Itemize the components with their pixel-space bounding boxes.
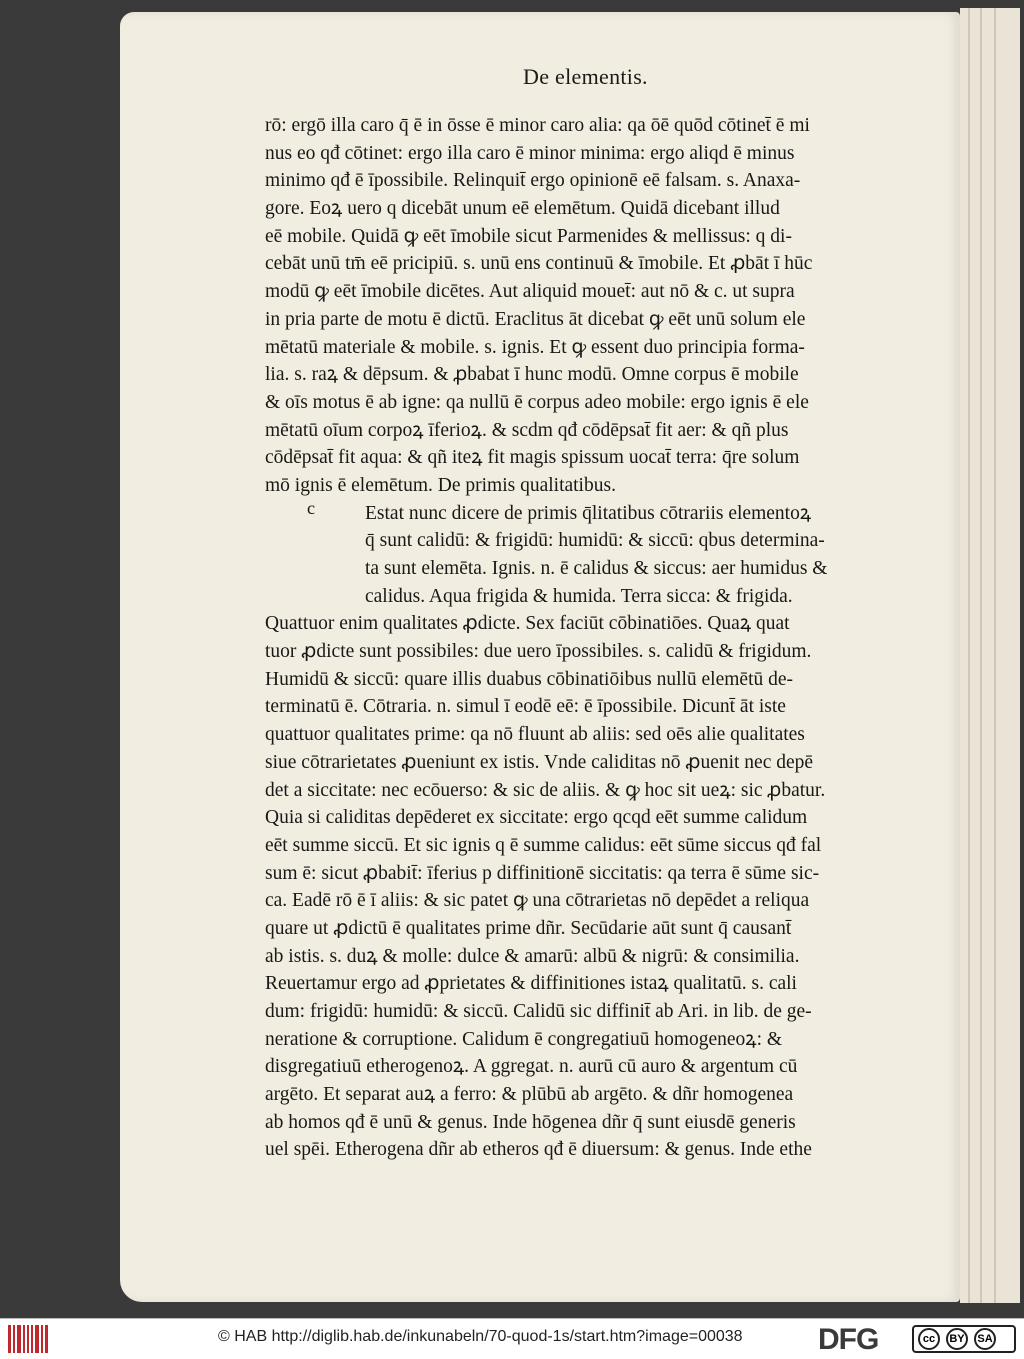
text-line: sum ē: sicut ꝓbabit̄: īferius p diffinitionē siccitatis: qa terra ē sūme sic-	[265, 862, 820, 884]
cc-icon: cc	[918, 1328, 940, 1350]
text-line: eē mobile. Quidā ꝙ eēt īmobile sicut Parmenides & mellissus: q di-	[265, 225, 792, 247]
text-line: siue cōtrarietates ꝓueniunt ex istis. Vnde caliditas nō ꝓuenit nec depē	[265, 751, 814, 773]
cc-license-badge[interactable]	[912, 1325, 1016, 1353]
text-line: & oīs motus ē ab igne: qa nullū ē corpus adeo mobile: ergo ignis ē ele	[265, 391, 809, 413]
text-line: Estat nunc dicere de primis q̄litatibus cōtrariis elementoꝝ	[365, 502, 812, 524]
text-line: minimo qđ ē īpossibile. Relinquit̄ ergo opinionē eē falsam. s. Anaxa-	[265, 170, 801, 192]
text-line: dum: frigidū: humidū: & siccū. Calidū sic diffinit̄ ab Ari. in lib. de ge-	[265, 1001, 812, 1022]
text-line: q̄ sunt calidū: & frigidū: humidū: & siccū: qbus determina-	[365, 530, 825, 552]
text-line: ta sunt elemēta. Ignis. n. ē calidus & siccus: aer humidus &	[365, 558, 828, 579]
running-head: De elementis.	[523, 64, 648, 89]
sa-icon: SA	[974, 1328, 996, 1350]
by-icon: BY	[946, 1328, 968, 1350]
text-line: eēt summe siccū. Et sic ignis q ē summe calidus: eēt sūme siccus qđ fal	[265, 834, 822, 856]
facing-page-edge	[960, 8, 1020, 1303]
copyright-link[interactable]: © HAB http://diglib.hab.de/inkunabeln/70-quod-1s/start.htm?image=00038	[218, 1328, 743, 1345]
dfg-logo: DFG	[818, 1323, 879, 1356]
text-line: Reuertamur ergo ad ꝓprietates & diffinitiones istaꝝ qualitatū. s. cali	[265, 973, 797, 995]
text-line: cōdēpsat̄ fit aqua: & qñ iteꝝ fit magis spissum uocat̄ terra: q̄re solum	[265, 447, 800, 469]
text-line: det a siccitate: nec ecōuerso: & sic de aliis. & ꝙ hoc sit ueꝝ: sic ꝓbatur.	[265, 779, 826, 801]
text-line: mētatū materiale & mobile. s. ignis. Et ꝙ essent duo principia forma-	[265, 336, 805, 358]
text-line: Humidū & siccū: quare illis duabus cōbinatiōibus nullū elemētū de-	[265, 668, 794, 690]
text-line: ca. Eadē rō ē ī aliis: & sic patet ꝙ una cōtrarietas nō depēdet a reliqua	[265, 890, 810, 912]
text-line: mētatū oīum corpoꝝ īferioꝝ. & scdm qđ cōdēpsat̄ fit aer: & qñ plus	[265, 419, 789, 441]
text-line: terminatū ē. Cōtraria. n. simul ī eodē eē: ē īpossibile. Dicunt̄ āt iste	[265, 696, 786, 718]
text-line: nus eo qđ cōtinet: ergo illa caro ē minor minima: ergo aliqd ē minus	[265, 142, 795, 164]
text-line: ab istis. s. duꝝ & molle: dulce & amarū: albū & nigrū: & consimilia.	[265, 945, 800, 967]
text-line: neratione & corruptione. Calidum ē congregatiuū homogeneoꝝ: &	[265, 1028, 783, 1050]
text-line: lia. s. raꝝ & dēpsum. & ꝓbabat ī hunc modū. Omne corpus ē mobile	[265, 364, 799, 386]
text-line: Quattuor enim qualitates ꝓdicte. Sex faciūt cōbinatiōes. Quaꝝ quat	[265, 613, 790, 635]
text-line: quattuor qualitates prime: qa nō fluunt ab aliis: sed oēs alie qualitates	[265, 724, 805, 746]
barcode-icon	[8, 1325, 48, 1353]
text-line: in pria parte de motu ē dictū. Eraclitus āt dicebat ꝙ eēt unū solum ele	[265, 308, 806, 330]
text-line: cebāt unū tm̄ eē pricipiū. s. unū ens continuū & īmobile. Et ꝓbāt ī hūc	[265, 253, 813, 275]
text-line: mō ignis ē elemētum. De primis qualitatibus.	[265, 474, 616, 496]
text-line: gore. Eoꝝ uero q dicebāt unum eē elemētum. Quidā dicebant illud	[265, 198, 780, 220]
text-line: disgregatiuū etherogenoꝝ. A ggregat. n. aurū cū auro & argentum cū	[265, 1056, 798, 1078]
text-line: tuor ꝓdicte sunt possibiles: due uero īpossibiles. s. calidū & frigidum.	[265, 641, 812, 663]
text-line: argēto. Et separat auꝝ a ferro: & plūbū ab argēto. & dñr homogenea	[265, 1084, 794, 1106]
text-line: modū ꝙ eēt īmobile dicētes. Aut aliquid mouet̄: aut nō & c. ut supra	[265, 281, 795, 303]
text-line: calidus. Aqua frigida & humida. Terra sicca: & frigida.	[365, 585, 793, 607]
text-line: ab homos qđ ē unū & genus. Inde hōgenea dñr q̄ sunt eiusdē generis	[265, 1111, 796, 1133]
text-line: quare ut ꝓdictū ē qualitates prime dñr. Secūdarie aūt sunt q̄ causant̄	[265, 917, 792, 939]
text-line: Quia si caliditas depēderet ex siccitate: ergo qcqd eēt summe calidum	[265, 807, 808, 829]
text-line: rō: ergō illa caro q̄ ē in ōsse ē minor caro alia: qa ōē quōd cōtinet̄ ē mi	[265, 115, 810, 136]
text-block	[265, 112, 930, 1164]
text-line: uel spēi. Etherogena dñr ab etheros qđ ē diuersum: & genus. Inde ethe	[265, 1139, 812, 1161]
marginal-mark: c	[307, 498, 315, 518]
viewer-footer	[0, 1318, 1024, 1359]
